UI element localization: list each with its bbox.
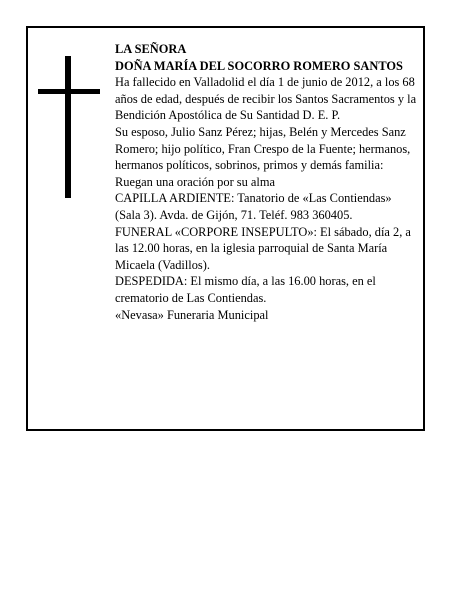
deceased-name: DOÑA MARÍA DEL SOCORRO ROMERO SANTOS <box>115 58 403 73</box>
prayer-request: Ruegan una oración por su alma <box>115 174 275 189</box>
notice-title: LA SEÑORA <box>115 42 187 56</box>
family-list: Su esposo, Julio Sanz Pérez; hijas, Belén y Mercedes Sanz Romero; hijo político, Fran Crespo de la Fuente; hermanos, hermanos políticos, sobrinos, primos y demás familia: <box>115 124 411 173</box>
cross-horizontal-bar <box>38 89 100 94</box>
funeral-chapel-info: CAPILLA ARDIENTE: Tanatorio de «Las Contiendas» (Sala 3). Avda. de Gijón, 71. Teléf. 983 360405. <box>115 191 392 222</box>
cross-icon <box>38 56 100 198</box>
death-announcement: Ha fallecido en Valladolid el día 1 de junio de 2012, a los 68 años de edad, después de recibir los Santos Sacramentos y la Bendición Apostólica de Su Santidad D. E. P. <box>115 75 417 123</box>
funeral-mass-info: FUNERAL «CORPORE INSEPULTO»: El sábado, día 2, a las 12.00 horas, en la iglesia parroquial de Santa María Micaela (Vadillos). <box>115 224 411 272</box>
obituary-notice <box>26 26 425 431</box>
cross-vertical-bar <box>65 56 71 198</box>
farewell-info: DESPEDIDA: El mismo día, a las 16.00 horas, en el crematorio de Las Contiendas. <box>115 274 376 305</box>
funeral-home: «Nevasa» Funeraria Municipal <box>115 307 269 322</box>
notice-text <box>115 41 417 323</box>
